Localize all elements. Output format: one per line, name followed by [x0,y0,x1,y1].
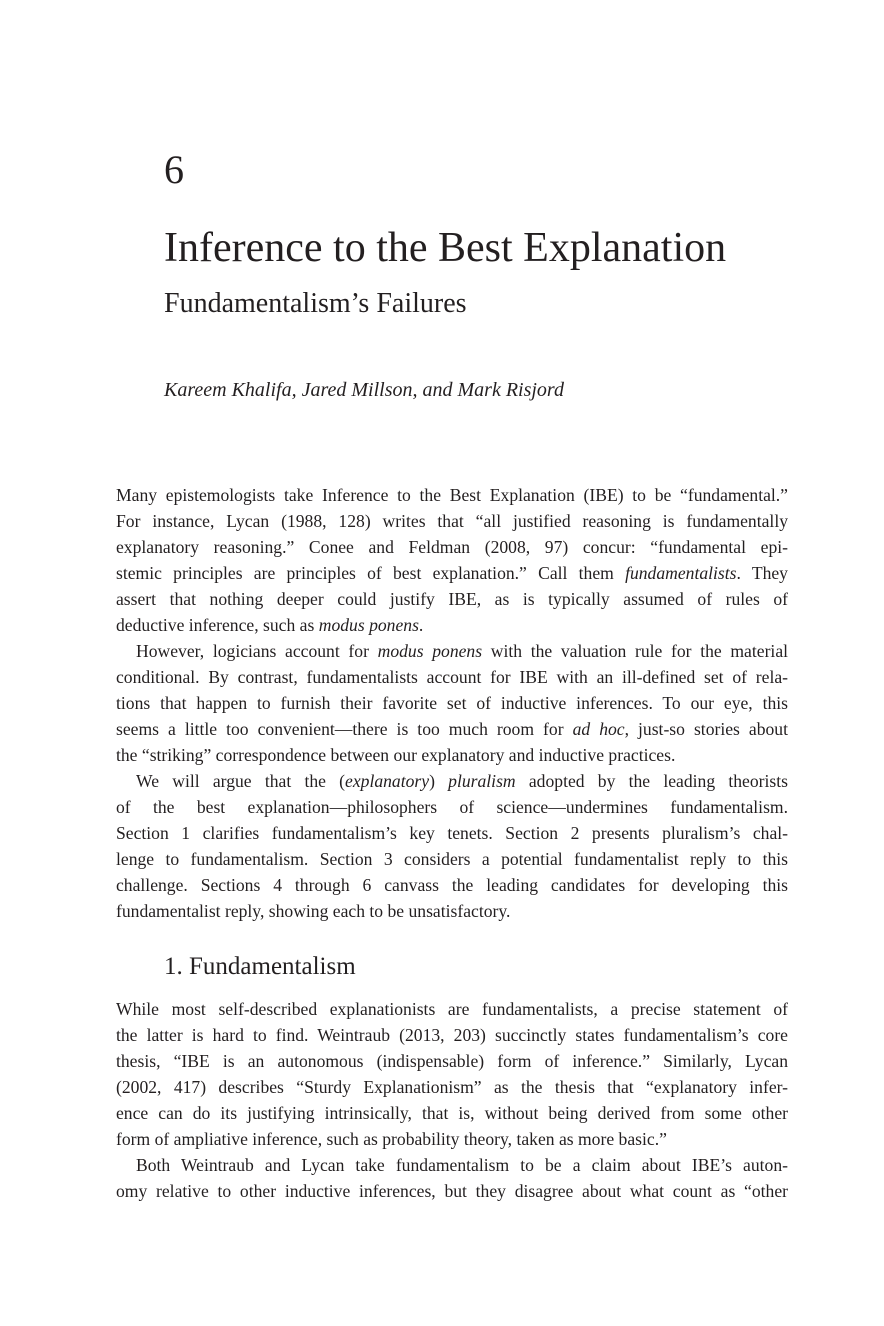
chapter-authors: Kareem Khalifa, Jared Millson, and Mark Risjord [164,379,564,401]
chapter-title: Inference to the Best Explanation [164,225,727,271]
italic-term: modus ponens [318,615,419,635]
text-line: ence can do its justifying intrinsically, that is, without being derived from some other [116,1103,788,1123]
text-line [116,768,788,794]
body-text-section-1 [116,996,788,1204]
text-line [116,638,788,664]
body-text-intro [116,482,788,924]
section-heading: 1. Fundamentalism [164,953,356,980]
paragraph [116,996,788,1152]
italic-term: ad hoc [572,719,625,739]
text-run: with the valuation rule for the material [482,641,788,661]
paragraph [116,638,788,768]
text-line: For instance, Lycan (1988, 128) writes that “all justified reasoning is fundamentally [116,511,788,531]
paragraph [116,1152,788,1204]
text-line: Many epistemologists take Inference to the Best Explanation (IBE) to be “fundamental.” [116,485,788,505]
paragraph [116,482,788,638]
italic-term: fundamentalists [625,563,737,583]
text-run: We will argue that the ( [136,771,346,791]
text-line [116,612,788,638]
text-run: , just-so stories about [624,719,788,739]
text-line: omy relative to other inductive inferences, but they disagree about what count as “other [116,1181,788,1201]
text-line: While most self-described explanationists are fundamentalists, a precise statement of [116,999,788,1019]
text-run: seems a little too convenient—there is too much room for [116,719,573,739]
text-line [116,560,788,586]
text-line: tions that happen to furnish their favorite set of inductive inferences. To our eye, this [116,693,788,713]
text-line: lenge to fundamentalism. Section 3 considers a potential fundamentalist reply to this [116,849,788,869]
text-line: assert that nothing deeper could justify IBE, as is typically assumed of rules of [116,589,788,609]
text-line: thesis, “IBE is an autonomous (indispensable) form of inference.” Similarly, Lycan [116,1051,788,1071]
text-line: conditional. By contrast, fundamentalists account for IBE with an ill-defined set of rela- [116,667,788,687]
italic-term: pluralism [448,771,516,791]
text-line: of the best explanation—philosophers of science—undermines fundamentalism. [116,797,788,817]
chapter-subtitle: Fundamentalism’s Failures [164,288,467,319]
paragraph [116,768,788,924]
text-run: deductive inference, such as [116,615,319,635]
italic-term: explanatory [345,771,430,791]
text-line: Section 1 clarifies fundamentalism’s key tenets. Section 2 presents pluralism’s chal- [116,823,788,843]
text-line: the “striking” correspondence between our explanatory and inductive practices. [116,745,676,765]
text-line: explanatory reasoning.” Conee and Feldman (2008, 97) concur: “fundamental epi- [116,537,788,557]
text-line: the latter is hard to find. Weintraub (2013, 203) succinctly states fundamentalism’s core [116,1025,788,1045]
text-run: . [418,615,424,635]
text-run: However, logicians account for [136,641,378,661]
text-line: challenge. Sections 4 through 6 canvass the leading candidates for developing this [116,875,788,895]
italic-term: modus ponens [377,641,483,661]
text-line: form of ampliative inference, such as probability theory, taken as more basic.” [116,1129,667,1149]
text-line: Both Weintraub and Lycan take fundamentalism to be a claim about IBE’s auton- [136,1155,788,1175]
text-run: stemic principles are principles of best explanation.” Call them [116,563,626,583]
text-run: adopted by the leading theorists [515,771,788,791]
text-line [116,716,788,742]
text-run: ) [429,771,449,791]
text-line: (2002, 417) describes “Sturdy Explanationism” as the thesis that “explanatory infer- [116,1077,788,1097]
text-run: . They [736,563,788,583]
chapter-number: 6 [164,147,184,192]
text-line: fundamentalist reply, showing each to be unsatisfactory. [116,901,511,921]
